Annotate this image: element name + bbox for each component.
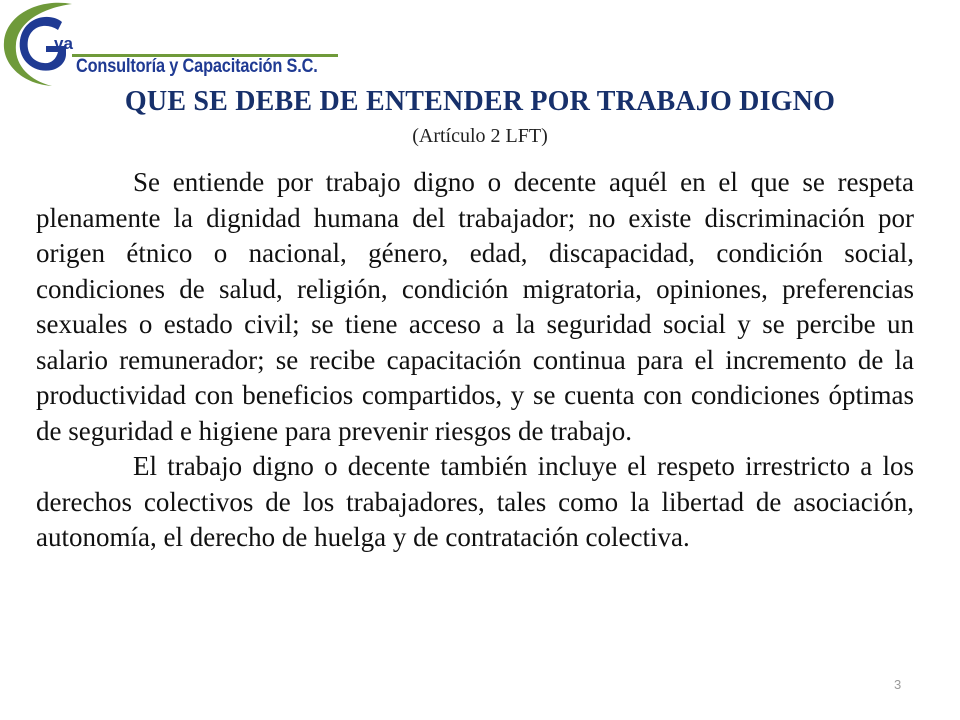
page-number: 3 [894,677,902,692]
logo-va-text: va [54,34,73,53]
paragraph-1: Se entiende por trabajo digno o decente aquél en el que se respeta plenamente la dignidad humana del trabajador; no existe discriminación por origen étnico o nacional, género, edad, discapacidad, condición social, condiciones de salud, religión, condición migratoria, opiniones, preferencias sexuales o estado civil; se tiene acceso a la seguridad social y se percibe un salario remunerador; se recibe capacitación continua para el incremento de la productividad con beneficios compartidos, y se cuenta con condiciones óptimas de seguridad e higiene para prevenir riesgos de trabajo. [36,167,914,446]
page-title: QUE SE DEBE DE ENTENDER POR TRABAJO DIGNO [124,86,836,117]
company-logo [0,0,352,88]
logo-company-name: Consultoría y Capacitación S.C. [76,56,318,77]
page-subtitle: (Artículo 2 LFT) [412,125,548,147]
paragraph-2: El trabajo digno o decente también incluye el respeto irrestricto a los derechos colectivos de los trabajadores, tales como la libertad de asociación, autonomía, el derecho de huelga y de contratación colectiva. [36,451,914,552]
body-text [36,165,914,556]
